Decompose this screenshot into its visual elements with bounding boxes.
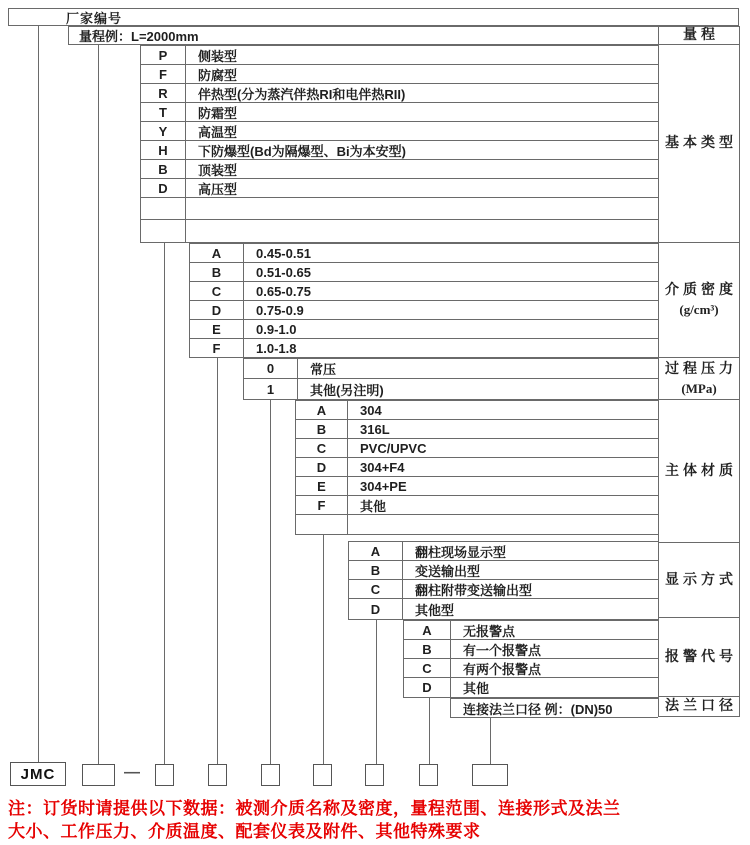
table-row	[296, 458, 658, 477]
category-basic-type	[659, 45, 739, 243]
table-row	[244, 379, 658, 399]
desc-cell: 高压型	[198, 181, 238, 197]
code-cell: C	[296, 439, 348, 457]
desc-cell: 其他	[360, 498, 387, 514]
manufacturer-label: 厂家编号	[66, 10, 123, 26]
flange-size-row	[450, 698, 658, 718]
code-cell: B	[296, 420, 348, 438]
connector-range	[98, 45, 99, 764]
desc-cell: 翻柱现场显示型	[415, 544, 507, 560]
code-cell: R	[141, 84, 186, 102]
code-box-pressure	[261, 764, 280, 786]
desc-cell: 316L	[360, 421, 390, 437]
process-pressure-table	[243, 358, 658, 400]
manufacturer-row	[8, 8, 739, 26]
separator-dash-glyph: —	[124, 764, 140, 781]
category-pressure-unit: (MPa)	[681, 380, 717, 396]
desc-cell: 高温型	[198, 124, 238, 140]
desc-cell: 伴热型(分为蒸汽伴热RI和电伴热RII)	[198, 86, 406, 102]
table-row	[190, 244, 658, 263]
code-cell: D	[141, 179, 186, 197]
desc-cell: 防腐型	[198, 67, 238, 83]
code-cell: A	[404, 621, 451, 639]
table-row	[296, 496, 658, 515]
code-cell: T	[141, 103, 186, 121]
desc-cell: 有两个报警点	[463, 661, 542, 677]
table-row	[404, 659, 658, 678]
category-flange-size	[659, 697, 739, 716]
connector-material	[323, 535, 324, 764]
code-cell: E	[190, 320, 244, 338]
table-row	[244, 359, 658, 379]
code-cell	[141, 220, 186, 242]
desc-cell: 翻柱附带变送输出型	[415, 582, 533, 598]
code-cell: C	[404, 659, 451, 677]
connector-pressure	[270, 400, 271, 764]
category-display-mode	[659, 543, 739, 618]
category-basic-type-label: 基本类型	[665, 136, 737, 151]
code-cell: P	[141, 46, 186, 64]
range-example-label: 量程例：L=2000mm	[79, 29, 199, 44]
range-example-row	[68, 26, 658, 45]
desc-cell: 304+F4	[360, 459, 405, 475]
desc-cell: 1.0-1.8	[256, 340, 297, 356]
table-row	[141, 122, 658, 141]
code-box-display	[365, 764, 384, 786]
connector-basic-type	[164, 243, 165, 764]
desc-cell: 有一个报警点	[463, 642, 542, 658]
desc-cell: 0.65-0.75	[256, 283, 311, 299]
desc-cell: 其他型	[415, 602, 455, 618]
table-row	[141, 198, 658, 220]
desc-cell: 其他	[463, 681, 490, 696]
table-row	[349, 542, 658, 561]
category-flange-label: 法兰口径	[665, 699, 737, 714]
category-column	[658, 26, 740, 717]
code-cell: A	[296, 401, 348, 419]
table-row	[141, 46, 658, 65]
code-cell: F	[141, 65, 186, 83]
code-cell: C	[190, 282, 244, 300]
code-box-alarm	[419, 764, 438, 786]
code-box-basic-type	[155, 764, 174, 786]
display-mode-table	[348, 541, 658, 620]
connector-alarm	[429, 698, 430, 764]
table-row	[349, 580, 658, 599]
table-row	[141, 179, 658, 198]
category-material-label: 主体材质	[665, 463, 737, 479]
table-row	[404, 621, 658, 640]
desc-cell	[186, 198, 658, 219]
code-cell: 1	[244, 379, 298, 399]
code-cell: C	[349, 580, 403, 598]
table-row	[141, 160, 658, 179]
category-density-unit: (g/cm³)	[679, 302, 719, 317]
table-row	[404, 678, 658, 697]
table-row	[349, 599, 658, 619]
flange-size-label: 连接法兰口径 例：(DN)50	[463, 701, 613, 717]
desc-cell: 无报警点	[463, 623, 516, 639]
desc-cell: 下防爆型(Bd为隔爆型、Bi为本安型)	[198, 143, 406, 159]
desc-cell: 0.9-1.0	[256, 321, 297, 337]
connector-display	[376, 620, 377, 764]
table-row	[296, 439, 658, 458]
category-process-pressure	[659, 358, 739, 400]
desc-cell: 0.51-0.65	[256, 264, 311, 280]
model-prefix-box	[10, 762, 66, 786]
code-cell: D	[404, 678, 451, 697]
table-row	[296, 515, 658, 534]
code-cell: D	[349, 599, 403, 619]
basic-type-table	[140, 45, 658, 243]
desc-cell: 顶装型	[198, 162, 238, 178]
desc-cell: 其他(另注明)	[310, 382, 384, 398]
table-row	[296, 401, 658, 420]
desc-cell: 304+PE	[360, 478, 407, 494]
code-cell: B	[349, 561, 403, 579]
category-alarm-label: 报警代号	[665, 649, 737, 665]
table-row	[141, 220, 658, 242]
code-cell: F	[296, 496, 348, 514]
category-medium-density	[659, 243, 739, 358]
desc-cell: 侧装型	[198, 48, 238, 64]
table-row	[190, 339, 658, 357]
table-row	[190, 282, 658, 301]
desc-cell: 变送输出型	[415, 563, 481, 579]
category-body-material	[659, 400, 739, 543]
connector-manufacturer	[38, 26, 39, 762]
code-cell: F	[190, 339, 244, 357]
category-pressure-label: 过程压力	[665, 361, 737, 377]
order-note-line2: 大小、工作压力、介质温度、配套仪表及附件、其他特殊要求	[8, 822, 481, 841]
desc-cell: 0.75-0.9	[256, 302, 304, 318]
code-box-range	[82, 764, 115, 786]
code-cell: B	[141, 160, 186, 178]
code-cell: A	[190, 244, 244, 262]
table-row	[404, 640, 658, 659]
code-cell: A	[349, 542, 403, 560]
desc-cell	[186, 220, 658, 242]
code-cell: 0	[244, 359, 298, 378]
code-box-material	[313, 764, 332, 786]
code-cell: B	[404, 640, 451, 658]
category-display-label: 显示方式	[665, 572, 737, 588]
code-cell	[296, 515, 348, 534]
order-note-line1: 注：订货时请提供以下数据：被测介质名称及密度，量程范围、连接形式及法兰	[8, 799, 621, 818]
code-box-density	[208, 764, 227, 786]
code-cell: H	[141, 141, 186, 159]
category-alarm-code	[659, 618, 739, 697]
table-row	[190, 301, 658, 320]
table-row	[141, 65, 658, 84]
desc-cell: 常压	[310, 362, 337, 377]
code-cell: D	[190, 301, 244, 319]
category-density-label: 介质密度	[665, 283, 737, 298]
desc-cell: 0.45-0.51	[256, 245, 311, 261]
code-cell: B	[190, 263, 244, 281]
table-row	[190, 320, 658, 339]
connector-flange	[490, 718, 491, 764]
table-row	[141, 103, 658, 122]
body-material-table	[295, 400, 658, 535]
medium-density-table	[189, 243, 658, 358]
order-note	[8, 797, 744, 843]
code-cell	[141, 198, 186, 219]
table-row	[141, 141, 658, 160]
category-range	[659, 27, 739, 45]
table-row	[141, 84, 658, 103]
table-row	[296, 477, 658, 496]
separator-dash	[121, 762, 143, 784]
code-box-flange	[472, 764, 508, 786]
desc-cell: 防霜型	[198, 105, 238, 121]
code-cell: Y	[141, 122, 186, 140]
code-cell: E	[296, 477, 348, 495]
category-range-label: 量程	[683, 28, 719, 43]
table-row	[190, 263, 658, 282]
desc-cell	[348, 515, 658, 534]
table-row	[296, 420, 658, 439]
desc-cell: PVC/UPVC	[360, 440, 427, 456]
alarm-code-table	[403, 620, 658, 698]
desc-cell: 304	[360, 402, 382, 418]
code-cell: D	[296, 458, 348, 476]
table-row	[349, 561, 658, 580]
connector-density	[217, 358, 218, 764]
model-prefix-label: JMC	[20, 765, 56, 783]
